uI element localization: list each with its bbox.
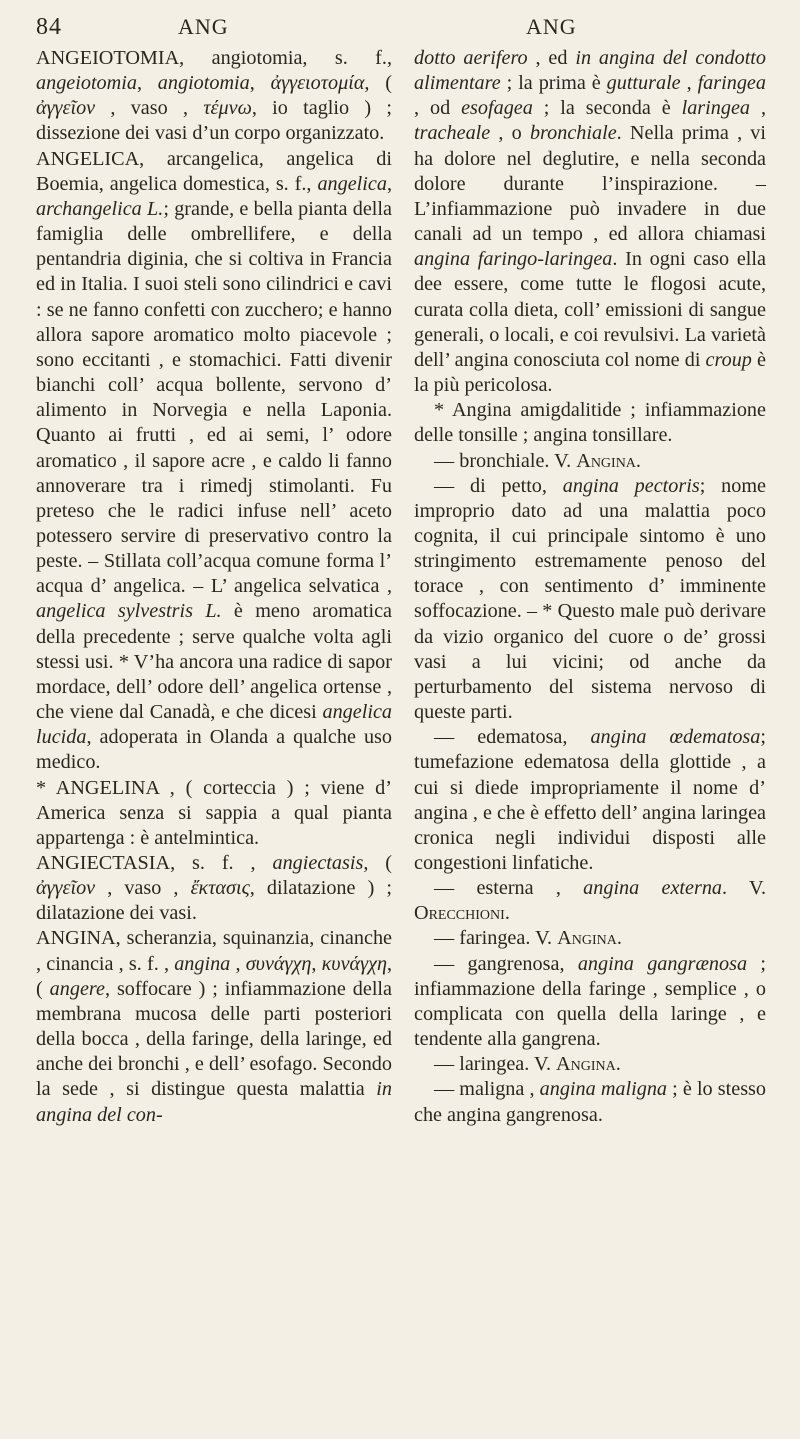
right-column (414, 46, 766, 1128)
left-running-head: ANG (178, 14, 229, 39)
right_column-paragraph: dotto aerifero , ed in angina del condotto alimentare ; la prima è gutturale , faringea , od esofagea ; la seconda è laringea , tracheale , o bronchiale. Nella prima , vi ha dolore nel deglutire, e nella seconda dolore durante l’inspirazione. – L’infiammazione può invadere in due canali ad un tempo , ed allora chiamasi angina faringo-laringea. In ogni caso ella dee essere, come tutte le flogosi acute, curata colla dieta, coll’ emissioni di sangue generali, o locali, e coi revulsivi. La varietà dell’ angina conosciuta col nome di croup è la più pericolosa. (414, 47, 767, 397)
right_column-paragraph: — edematosa, angina œdematosa; tumefazione edematosa della glottide , a cui si diede impropriamente il nome d’ angina , e che è effetto dell’ angina laringea cronica negli individui disposti alle congestioni linfatiche. (414, 726, 766, 874)
left_column-paragraph: ANGELICA, arcangelica, angelica di Boemia, angelica domestica, s. f., angelica, archangelica L.; grande, e bella pianta della famiglia delle ombrellifere, e della pentandria diginia, che si coltiva in Francia ed in Italia. I suoi steli sono cilindrici e cavi : se ne fanno confetti con zucchero; e hanno allora sapore aromatico molto piacevole ; sono eccitanti , e stomachici. Fatti divenir bianchi coll’ acqua bollente, servono d’ alimento in Norvegia e nella Laponia. Quanto ai frutti , ed ai semi, l’ odore aromatico , il sapore acre , e caldo li fanno annoverare tra i rimedj stimolanti. Fu preteso che le radici infuse nell’ aceto potessero servire di preservativo contro la peste. – Stillata coll’acqua comune forma l’ acqua d’ angelica. – L’ angelica selvatica , angelica sylvestris L. è meno aromatica della precedente ; serve qualche volta agli stessi usi. * V’ha ancora una radice di sapor mordace, dell’ odore dell’ angelica ortense , che viene dal Canadà, e che dicesi angelica lucida, adoperata in Olanda a qualche uso medico. (36, 147, 392, 774)
left_column-paragraph: * ANGELINA , ( corteccia ) ; viene d’ America senza si sappia a qual pianta appartenga : è antelmintica. (36, 776, 392, 849)
right_column-paragraph: — maligna , angina maligna ; è lo stesso che angina gangrenosa. (414, 1078, 767, 1126)
left_column-paragraph: ANGINA, scheranzia, squinanzia, cinanche , cinancia , s. f. , angina , συνάγχη, κυνάγχη, ( angere, soffocare ) ; infiammazione della membrana mucosa delle parti posteriori della bocca , della faringe, della laringe, ed anche dei bronchi , e dell’ esofago. Secondo la sede , si distingue questa malattia in angina del con- (36, 927, 393, 1126)
left_column-paragraph: ANGEIOTOMIA, angiotomia, s. f., angeiotomia, angiotomia, ἀγγειοτομία, ( ἀγγεῖον , vaso , τέμνω, io taglio ) ; dissezione dei vasi d’un corpo organizzato. (36, 47, 392, 145)
page-number: 84 (36, 14, 62, 40)
left-column (36, 46, 392, 1128)
left_column-paragraph: ANGIECTASIA, s. f. , angiectasis, ( ἀγγεῖον , vaso , ἔκτασις, dilatazione ) ; dilatazione dei vasi. (36, 852, 392, 925)
right_column-paragraph: * Angina amigdalitide ; infiammazione delle tonsille ; angina tonsillare. (414, 399, 766, 447)
right_column-paragraph: — di petto, angina pectoris; nome improprio dato ad una malattia poco cognita, il cui principale sintomo è uno stringimento estremamente penoso del torace , con sentimento d’ imminente soffocazione. – * Questo male può derivare da vizio organico del cuore o de’ grossi vasi a lui vicini; od anche da perturbamento del sistema nervoso di queste parti. (414, 474, 766, 724)
right_column-paragraph: — faringea. V. Angina. (434, 927, 622, 950)
right_column-paragraph: — esterna , angina externa. V. Orecchioni. (414, 877, 766, 925)
right_column-paragraph: — gangrenosa, angina gangrænosa ; infiammazione della faringe , semplice , o complicata con quella della laringe , e tendente alla gangrena. (414, 952, 766, 1051)
right_column-paragraph: — bronchiale. V. Angina. (434, 449, 641, 472)
right_column-paragraph: — laringea. V. Angina. (434, 1053, 621, 1076)
right-running-head: ANG (526, 14, 577, 39)
